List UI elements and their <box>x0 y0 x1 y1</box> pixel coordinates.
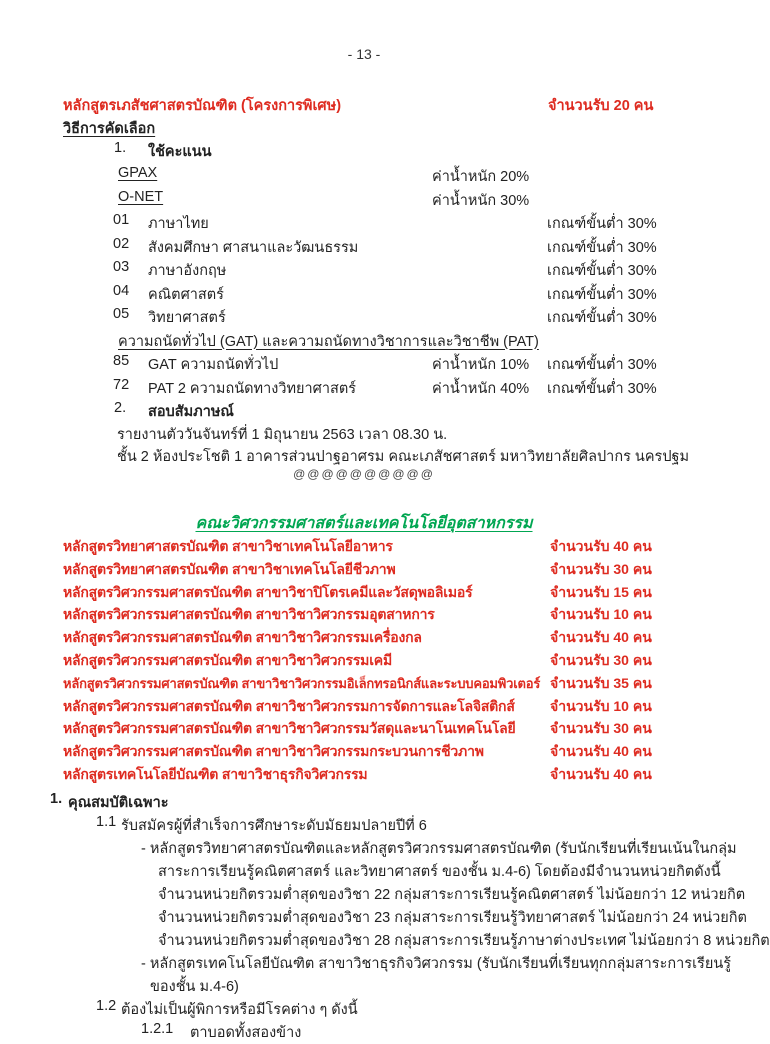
score-name: วิทยาศาสตร์ <box>148 310 226 326</box>
sub-item-text: ต้องไม่เป็นผู้พิการหรือมีโรคต่าง ๆ ดังนี้ <box>121 1001 358 1018</box>
program-row <box>0 604 728 627</box>
program-quota: จำนวนรับ 40 คน <box>550 765 652 782</box>
program-quota: จำนวนรับ 10 คน <box>550 606 652 623</box>
score-name: GAT ความถนัดทั่วไป <box>148 357 279 373</box>
page-number: - 13 - <box>347 46 381 62</box>
program-quota: จำนวนรับ 40 คน <box>550 629 652 646</box>
program-row <box>0 764 728 787</box>
selection-method-heading: วิธีการคัดเลือก <box>63 121 156 137</box>
program-name: หลักสูตรเทคโนโลยีบัณฑิต สาขาวิชาธุรกิจวิศวกรรม <box>63 765 368 782</box>
program-name: หลักสูตรวิทยาศาสตรบัณฑิต สาขาวิชาเทคโนโลยีชีวภาพ <box>63 560 396 577</box>
qualification-sub2-1-row <box>0 1021 728 1044</box>
score-name: ภาษาอังกฤษ <box>148 263 227 279</box>
qualification-line-text: - หลักสูตรเทคโนโลยีบัณฑิต สาขาวิชาธุรกิจวิศวกรรม (รับนักเรียนที่เรียนทุกกลุ่มสาระการเรียนรู้ <box>141 955 732 972</box>
pharmacy-program-title: หลักสูตรเภสัชศาสตรบัณฑิต (โครงการพิเศษ) <box>63 98 342 114</box>
score-row-05 <box>0 306 728 330</box>
program-name: หลักสูตรวิศวกรรมศาสตรบัณฑิต สาขาวิชาวิศวกรรมอุตสาหการ <box>63 606 435 623</box>
qualification-line <box>0 860 728 883</box>
section-divider: @@@@@@@@@@ <box>293 467 435 481</box>
sub-item-number: 1.1 <box>96 813 117 830</box>
score-min: เกณฑ์ขั้นต่ำ 30% <box>547 216 657 232</box>
qualification-line <box>0 906 747 929</box>
qualification-sub1-row <box>0 814 728 837</box>
sub-item-number: 1.2 <box>96 997 117 1014</box>
qualification-line-text: จำนวนหน่วยกิตรวมต่ำสุดของวิชา 28 กลุ่มสาระการเรียนรู้ภาษาต่างประเทศ ไม่น้อยกว่า 8 หน่วยกิต <box>158 932 770 949</box>
program-row <box>0 673 728 696</box>
step-1-label: ใช้คะแนน <box>148 144 212 160</box>
score-row-04 <box>0 283 728 307</box>
qualifications-number: 1. <box>50 790 63 807</box>
score-name: คณิตศาสตร์ <box>148 286 224 303</box>
qualification-line-text: จำนวนหน่วยกิตรวมต่ำสุดของวิชา 22 กลุ่มสาระการเรียนรู้คณิตศาสตร์ ไม่น้อยกว่า 12 หน่วยกิต <box>158 886 746 903</box>
score-name: O-NET <box>118 188 164 205</box>
score-weight: ค่าน้ำหนัก 40% <box>432 380 530 397</box>
qualification-line <box>0 929 770 952</box>
score-weight: ค่าน้ำหนัก 10% <box>432 357 530 373</box>
score-name: ภาษาไทย <box>148 216 209 232</box>
score-name: PAT 2 ความถนัดทางวิทยาศาสตร์ <box>148 380 357 397</box>
selection-method-heading-row <box>0 117 728 140</box>
program-name: หลักสูตรวิศวกรรมศาสตรบัณฑิต สาขาวิชาวิศวกรรมอิเล็กทรอนิกส์และระบบคอมพิวเตอร์ <box>63 675 541 691</box>
program-quota: จำนวนรับ 40 คน <box>550 538 652 554</box>
qualification-sub2-row <box>0 998 728 1021</box>
program-quota: จำนวนรับ 30 คน <box>550 720 652 737</box>
qualification-line <box>0 975 728 998</box>
score-code: 02 <box>113 235 130 252</box>
program-row <box>0 582 728 605</box>
step-1-row <box>0 140 728 165</box>
score-row-03 <box>0 259 728 283</box>
engineering-faculty-heading: คณะวิศวกรรมศาสตร์และเทคโนโลยีอุตสาหกรรม <box>195 515 533 532</box>
program-name: หลักสูตรวิทยาศาสตรบัณฑิต สาขาวิชาเทคโนโลยีอาหาร <box>63 538 393 554</box>
step-2-row <box>0 400 728 423</box>
score-code: 03 <box>113 259 130 275</box>
pharmacy-title-row <box>0 94 728 117</box>
report-line-1 <box>0 423 728 445</box>
score-code: 85 <box>113 353 130 369</box>
program-name: หลักสูตรวิศวกรรมศาสตรบัณฑิต สาขาวิชาปิโตรเคมีและวัสดุพอลิเมอร์ <box>63 583 473 600</box>
aptitude-heading: ความถนัดทั่วไป (GAT) และความถนัดทางวิชาการและวิชาชีพ (PAT) <box>118 333 539 350</box>
score-code: 05 <box>113 306 130 322</box>
score-name: สังคมศึกษา ศาสนาและวัฒนธรรม <box>148 239 359 256</box>
sub-item-text: ตาบอดทั้งสองข้าง <box>190 1024 302 1041</box>
score-row-01 <box>0 212 728 236</box>
score-row-gpax <box>0 165 728 189</box>
pharmacy-program-quota: จำนวนรับ 20 คน <box>548 98 654 114</box>
program-row <box>0 696 728 719</box>
qualifications-heading: คุณสมบัติเฉพาะ <box>68 794 169 811</box>
aptitude-row-gat <box>0 353 728 377</box>
qualifications-heading-row <box>0 791 728 814</box>
score-min: เกณฑ์ขั้นต่ำ 30% <box>547 286 657 303</box>
program-row <box>0 650 728 673</box>
sub-item-text: รับสมัครผู้ที่สำเร็จการศึกษาระดับมัธยมปลายปีที่ 6 <box>121 817 427 834</box>
score-name: GPAX <box>118 165 158 181</box>
sub-item-number: 1.2.1 <box>141 1020 174 1037</box>
qualification-line-text: สาระการเรียนรู้คณิตศาสตร์ และวิทยาศาสตร์ ของชั้น ม.4-6) โดยต้องมีจำนวนหน่วยกิตดังนี้ <box>158 863 721 880</box>
score-code: 01 <box>113 212 130 228</box>
score-weight: ค่าน้ำหนัก 20% <box>432 169 530 185</box>
score-min: เกณฑ์ขั้นต่ำ 30% <box>547 263 657 279</box>
aptitude-row-pat2 <box>0 377 728 401</box>
score-weight: ค่าน้ำหนัก 30% <box>432 192 530 209</box>
program-quota: จำนวนรับ 15 คน <box>550 583 652 600</box>
aptitude-heading-row <box>0 330 728 354</box>
program-row <box>0 718 728 741</box>
qualification-line-text: จำนวนหน่วยกิตรวมต่ำสุดของวิชา 23 กลุ่มสาระการเรียนรู้วิทยาศาสตร์ ไม่น้อยกว่า 24 หน่วยกิต <box>158 909 747 926</box>
program-row <box>0 627 728 650</box>
program-name: หลักสูตรวิศวกรรมศาสตรบัณฑิต สาขาวิชาวิศวกรรมกระบวนการชีวภาพ <box>63 743 484 760</box>
qualification-line-text: ของชั้น ม.4-6) <box>150 978 239 995</box>
score-min: เกณฑ์ขั้นต่ำ 30% <box>547 357 657 373</box>
program-name: หลักสูตรวิศวกรรมศาสตรบัณฑิต สาขาวิชาวิศวกรรมการจัดการและโลจิสติกส์ <box>63 697 515 714</box>
program-row <box>0 741 728 764</box>
program-row <box>0 559 728 582</box>
step-2-number: 2. <box>114 400 127 416</box>
qualification-line <box>0 883 746 906</box>
program-quota: จำนวนรับ 40 คน <box>550 743 652 760</box>
report-line-2 <box>0 445 728 467</box>
qualification-line <box>0 837 737 860</box>
step-1-number: 1. <box>114 140 127 156</box>
engineering-faculty-heading-row <box>0 511 728 536</box>
program-quota: จำนวนรับ 10 คน <box>550 697 652 714</box>
program-quota: จำนวนรับ 30 คน <box>550 560 652 577</box>
score-row-02 <box>0 236 728 260</box>
score-min: เกณฑ์ขั้นต่ำ 30% <box>547 380 657 397</box>
score-row-onet <box>0 189 728 213</box>
report-place-text: ชั้น 2 ห้องประโชติ 1 อาคารส่วนปาฐอาศรม คณะเภสัชศาสตร์ มหาวิทยาลัยศิลปากร นครปฐม <box>117 449 690 465</box>
program-row <box>0 536 728 559</box>
report-date-text: รายงานตัววันจันทร์ที่ 1 มิถุนายน 2563 เวลา 08.30 น. <box>117 427 448 443</box>
program-quota: จำนวนรับ 35 คน <box>550 674 652 691</box>
score-code: 72 <box>113 376 130 393</box>
program-name: หลักสูตรวิศวกรรมศาสตรบัณฑิต สาขาวิชาวิศวกรรมเครื่องกล <box>63 629 422 646</box>
score-min: เกณฑ์ขั้นต่ำ 30% <box>547 310 657 326</box>
program-quota: จำนวนรับ 30 คน <box>550 651 652 668</box>
score-code: 04 <box>113 282 130 299</box>
score-min: เกณฑ์ขั้นต่ำ 30% <box>547 239 657 256</box>
qualification-line-text: - หลักสูตรวิทยาศาสตรบัณฑิตและหลักสูตรวิศวกรรมศาสตรบัณฑิต (รับนักเรียนที่เรียนเน้นในกลุ่ม <box>141 840 737 857</box>
program-name: หลักสูตรวิศวกรรมศาสตรบัณฑิต สาขาวิชาวิศวกรรมเคมี <box>63 651 392 668</box>
step-2-label: สอบสัมภาษณ์ <box>148 404 234 420</box>
qualification-line <box>0 952 732 975</box>
program-name: หลักสูตรวิศวกรรมศาสตรบัณฑิต สาขาวิชาวิศวกรรมวัสดุและนาโนเทคโนโลยี <box>63 720 516 737</box>
